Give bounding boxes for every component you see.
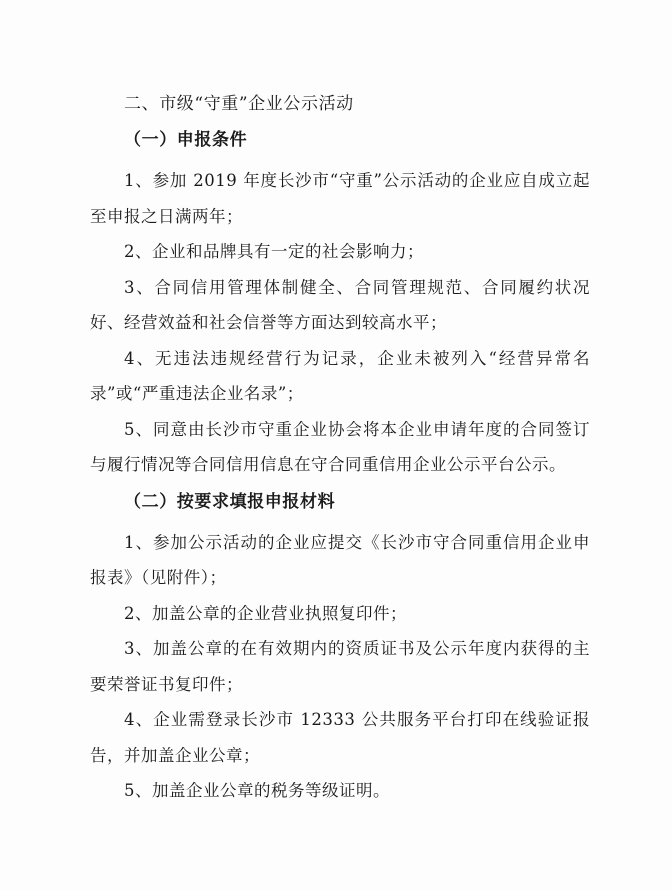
condition-item-2: 2、企业和品牌具有一定的社会影响力； [124, 242, 424, 261]
material-item-4: 4、企业需登录长沙市 12333 公共服务平台打印在线验证报告，并加盖企业公章； [90, 710, 590, 765]
condition-item-1: 1、参加 2019 年度长沙市“守重”公示活动的企业应自成立起至申报之日满两年； [90, 171, 590, 226]
material-item-5: 5、加盖企业公章的税务等级证明。 [124, 781, 390, 800]
subsection-title-conditions: （一）申报条件 [124, 130, 248, 150]
material-item-3: 3、加盖公章的在有效期内的资质证书及公示年度内获得的主要荣誉证书复印件； [90, 639, 590, 694]
material-item-2: 2、加盖公章的企业营业执照复印件； [124, 603, 407, 623]
section-heading: 二、市级“守重”企业公示活动 [124, 94, 354, 114]
document-body [90, 93, 590, 809]
condition-item-5: 5、同意由长沙市守重企业协会将本企业申请年度的合同签订与履行情况等合同信用信息在守合同重信用企业公示平台公示。 [90, 419, 590, 474]
condition-item-3: 3、合同信用管理体制健全、合同管理规范、合同履约状况好、经营效益和社会信誉等方面达到较高水平； [90, 277, 590, 332]
material-item-1: 1、参加公示活动的企业应提交《长沙市守合同重信用企业申报表》（见附件）； [90, 532, 590, 587]
subsection-title-materials: （二）按要求填报申报材料 [124, 491, 336, 512]
condition-item-4: 4、无违法违规经营行为记录，企业未被列入“经营异常名录”或“严重违法企业名录”； [90, 348, 590, 403]
